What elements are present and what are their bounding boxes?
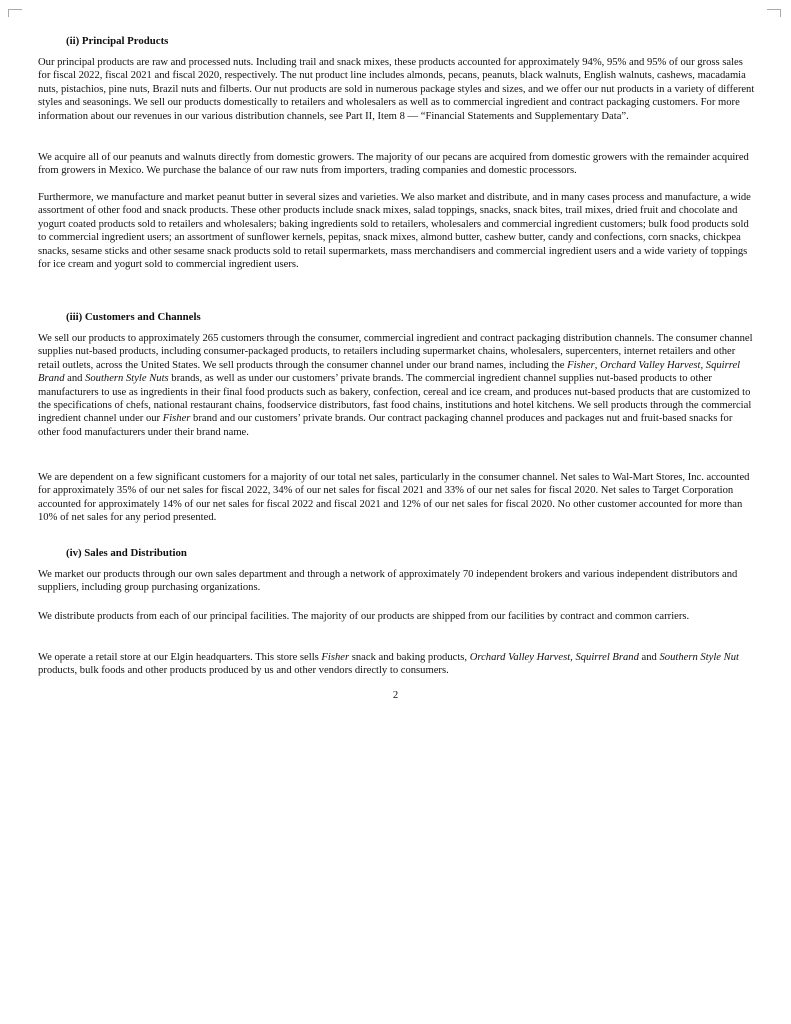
paragraph bbox=[38, 56, 756, 123]
paragraph-text: products, bulk foods and other products produced by us and other vendors directly to consumers. bbox=[38, 665, 449, 677]
brand-name: Fisher bbox=[321, 652, 350, 663]
paragraph-text: brand and our customers’ private brands. Our contract packaging channel produces and packages nut and fruit-based snacks for other food manufacturers under their brand name. bbox=[38, 413, 733, 438]
paragraph-text: Our principal products are raw and processed nuts. Including trail and snack mixes, these products accounted for approximately 94%, 95% and 95% of our gross sales for fiscal 2022, fiscal 2021 and fiscal 2020, respectively. The nut product line includes almonds, pecans, peanuts, black walnuts, English walnuts, cashews, macadamia nuts, pistachios, pine nuts, Brazil nuts and filberts. Our nut products are sold in numerous package styles and sizes, and we offer our nut products in a variety of different styles and seasonings. We sell our products domestically to retailers and wholesalers as well as to commercial ingredient and contract packaging customers. For more information about our revenues in our various distribution channels, see Part II, Item 8 — “Financial Statements and Supplementary Data”. bbox=[38, 57, 755, 122]
paragraph-text: We are dependent on a few significant customers for a majority of our total net sales, particularly in the consumer channel. Net sales to Wal-Mart Stores, Inc. accounted for approximately 35% of our net sales for fiscal 2022, 34% of our net sales for fiscal 2021 and 33% of our net sales for fiscal 2020. Net sales to Target Corporation accounted for approximately 14% of our net sales for fiscal 2022 and fiscal 2021 and 12% of our net sales for fiscal 2020. No other customer accounted for more than 10% of net sales for any period presented. bbox=[38, 472, 750, 524]
section-heading: (ii) Principal Products bbox=[66, 35, 169, 47]
page-corner-mark bbox=[8, 9, 22, 10]
paragraph bbox=[38, 332, 756, 439]
paragraph bbox=[38, 191, 756, 271]
paragraph-text: We sell our products to approximately 265 customers through the consumer, commercial ingredient and contract packaging distribution channels. The consumer channel supplies nut-based products, including consumer-packaged products, to retailers including supermarket chains, wholesalers, supercenters, internet retailers and other retail outlets, across the United States. We sell products through the consumer channel under our brand names, including the bbox=[38, 333, 753, 371]
paragraph-text: and bbox=[638, 652, 660, 663]
paragraph-text: brands, as well as under our customers’ private brands. The commercial ingredient channel supplies nut-based products to other manufacturers to use as ingredients in their final food products such as bakery, confection, cereal and ice cream, and produces nut-based products that are customized to the specifications of chefs, national restaurant chains, foodservice distributors, fast food chains, institutions and hotel kitchens. We sell products through the commercial ingredient channel under our bbox=[38, 373, 752, 425]
paragraph-text: snack and baking products, bbox=[349, 652, 470, 663]
paragraph-text: We operate a retail store at our Elgin headquarters. This store sells bbox=[38, 652, 322, 663]
paragraph bbox=[38, 151, 756, 178]
paragraph bbox=[38, 568, 756, 595]
brand-name: Fisher bbox=[567, 359, 595, 371]
brand-name: Fisher bbox=[162, 413, 191, 425]
paragraph-text: We distribute products from each of our principal facilities. The majority of our products are shipped from our facilities by contract and common carriers. bbox=[38, 611, 690, 622]
brand-name: Orchard Valley Harvest, Squirrel Brand bbox=[38, 359, 741, 385]
paragraph-text: Furthermore, we manufacture and market peanut butter in several sizes and varieties. We also market and distribute, and in many cases process and manufacture, a wide assortment of other food and snack products. These other products include snack mixes, salad toppings, snacks, snack bites, trail mixes, dried fruit and chocolate and yogurt coated products sold to retailers and wholesalers; baking ingredients sold to retailers, wholesalers and commercial ingredient customers; bulk food products sold to commercial ingredient users; an assortment of sunflower kernels, pepitas, snack mixes, almond butter, cashew butter, candy and confections, corn snacks, chickpea snacks, sesame sticks and other sesame snack products sold to retail supermarkets, mass merchandisers and commercial ingredient users and a wide variety of toppings for ice cream and yogurt sold to commercial ingredient users. bbox=[38, 192, 751, 271]
paragraph-text: We market our products through our own sales department and through a network of approximately 70 independent brokers and various independent distributors and suppliers, including group purchasing organizations. bbox=[38, 569, 738, 594]
brand-name: Southern Style Nuts bbox=[85, 373, 169, 385]
paragraph bbox=[38, 610, 756, 623]
page-corner-mark bbox=[8, 9, 9, 17]
section-heading: (iii) Customers and Channels bbox=[66, 311, 201, 323]
paragraph bbox=[38, 471, 756, 525]
brand-name: Southern Style Nut bbox=[659, 652, 739, 663]
page-corner-mark bbox=[767, 9, 781, 10]
paragraph-text: and bbox=[64, 373, 86, 385]
brand-name: Orchard Valley Harvest, Squirrel Brand bbox=[469, 652, 639, 663]
paragraph-text: , bbox=[594, 359, 601, 371]
section-heading: (iv) Sales and Distribution bbox=[66, 547, 187, 559]
paragraph-text: We acquire all of our peanuts and walnuts directly from domestic growers. The majority of our pecans are acquired from domestic growers with the remainder acquired from growers in Mexico. We purchase the balance of our raw nuts from importers, trading companies and domestic processors. bbox=[38, 152, 749, 177]
page-corner-mark bbox=[780, 9, 781, 17]
paragraph bbox=[38, 651, 756, 678]
page-number: 2 bbox=[392, 690, 399, 701]
